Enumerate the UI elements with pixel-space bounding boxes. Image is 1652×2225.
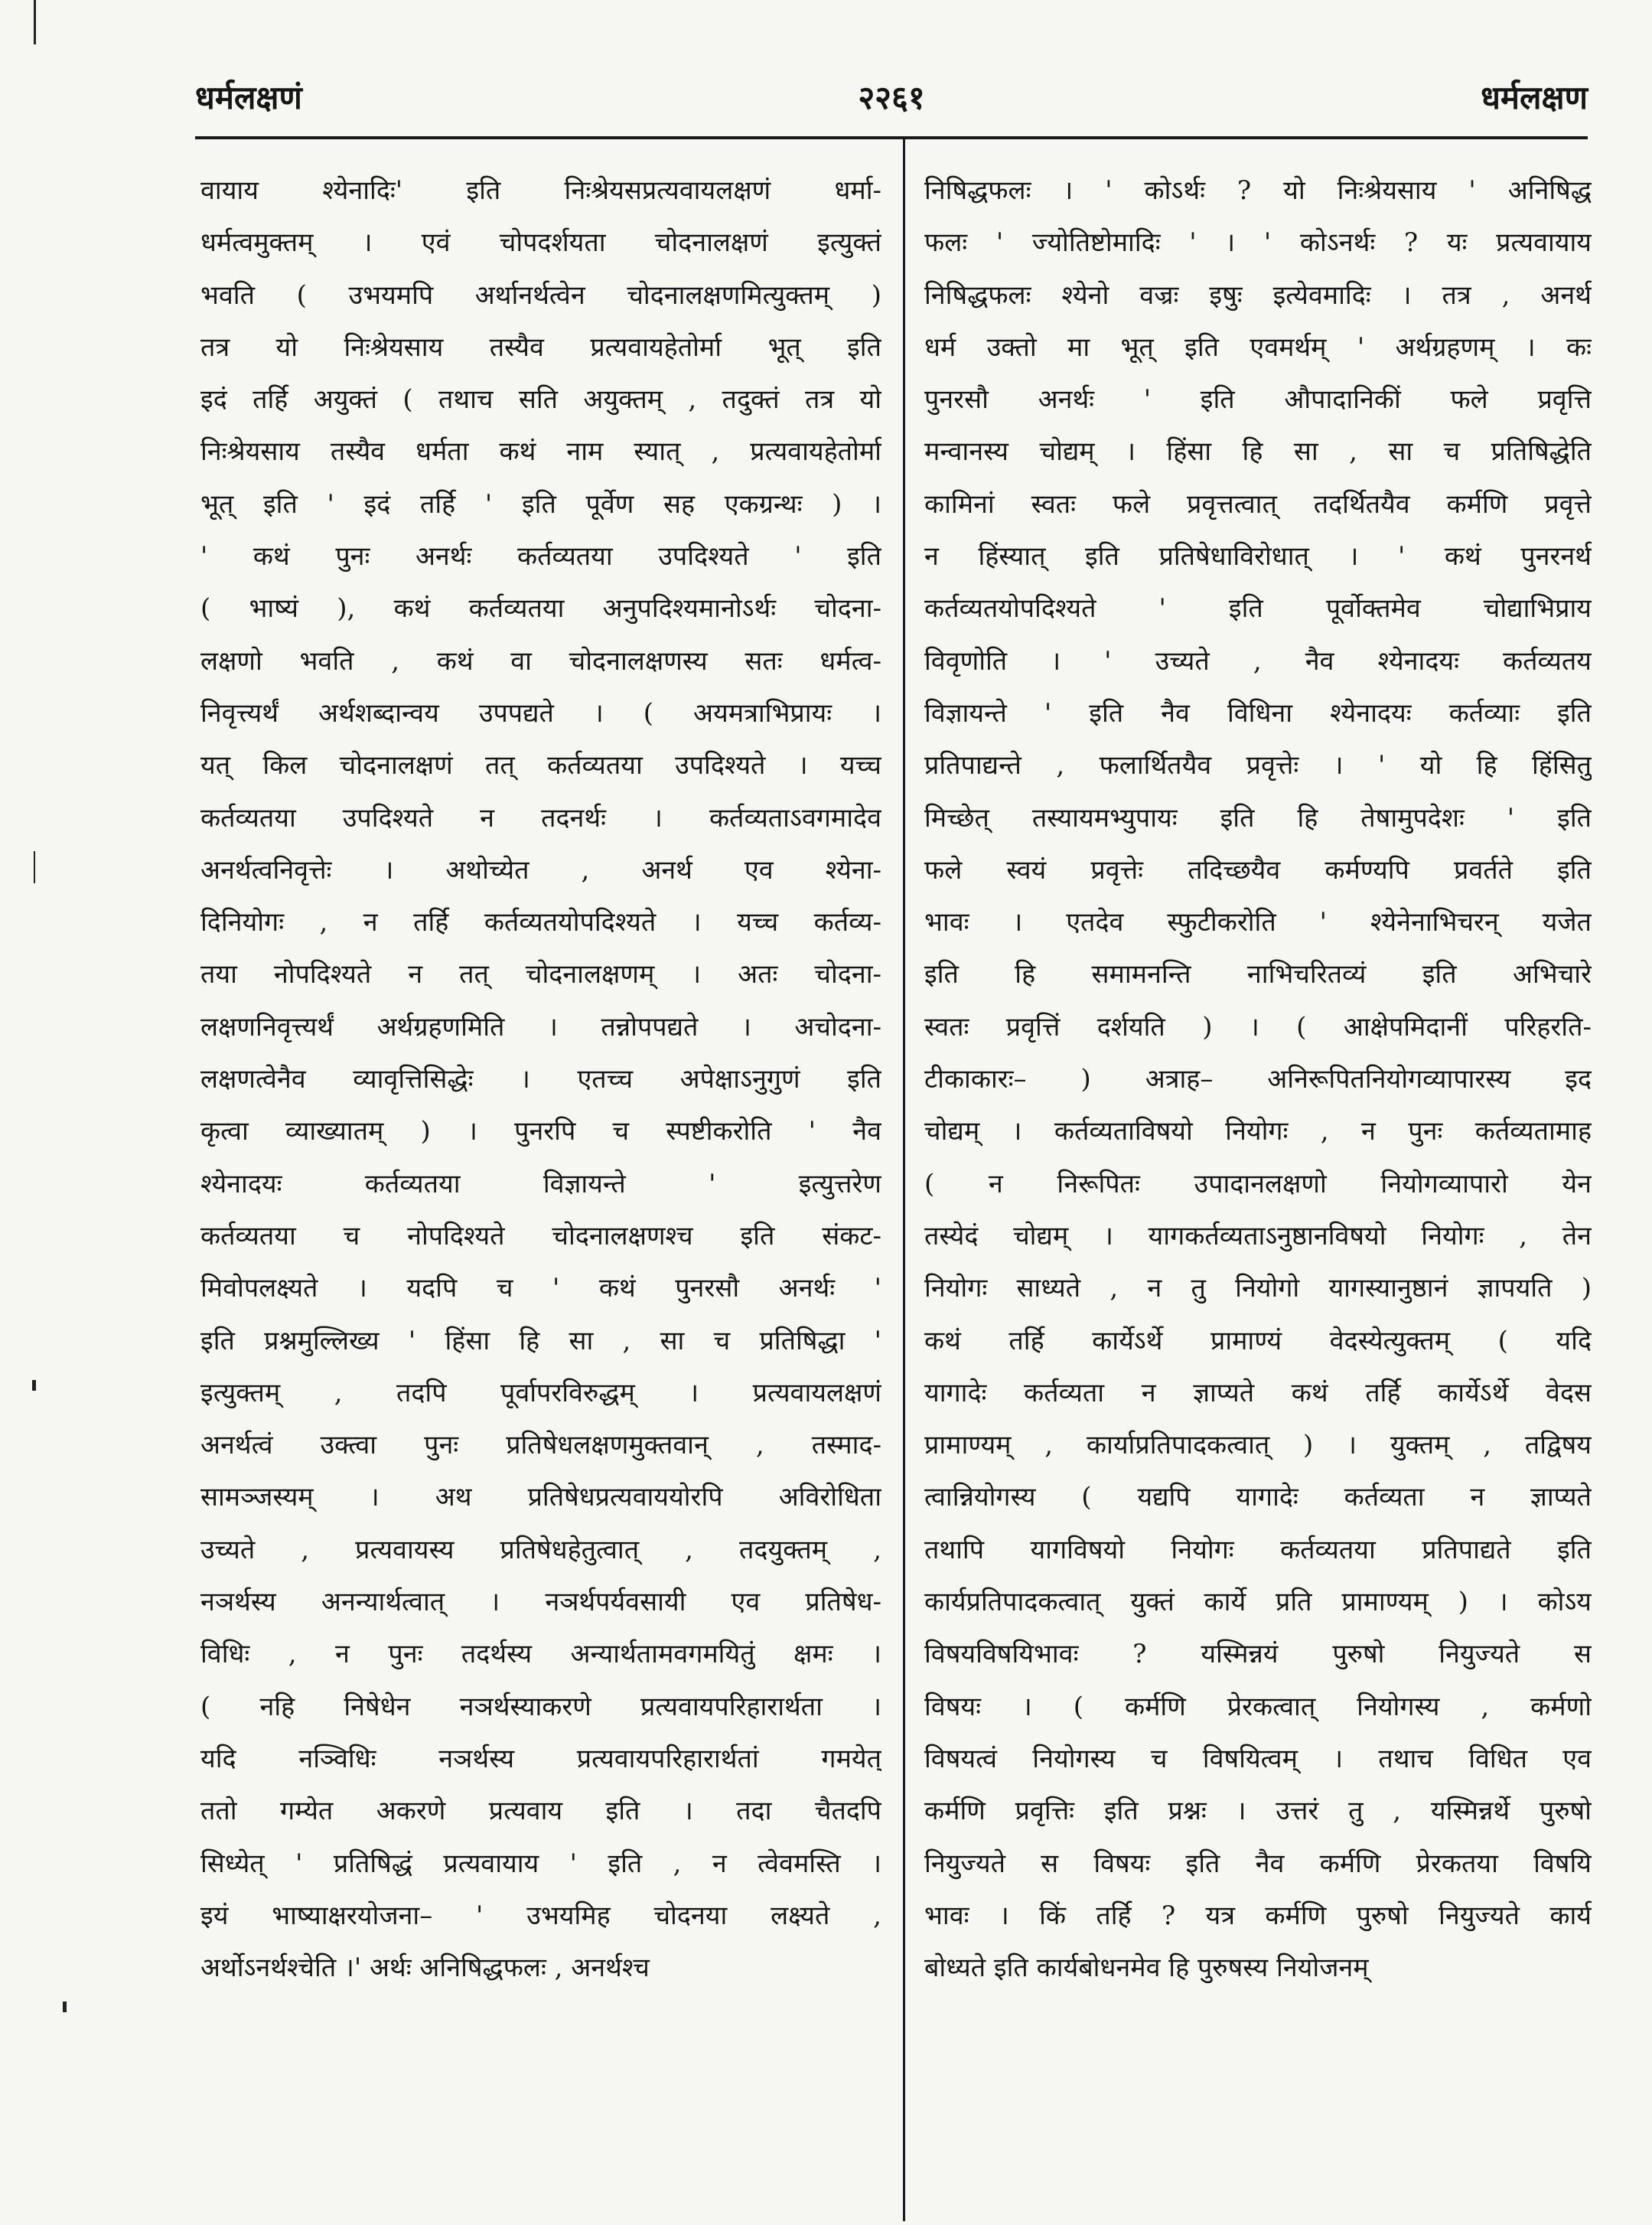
text-line: लक्षणो भवति , कथं वा चोदनालक्षणस्य सतः धर्मत्व- <box>200 645 881 677</box>
text-line: कामिनां स्वतः फले प्रवृत्तत्वात् तदर्थितयैव कर्मणि प्रवृत्ते <box>924 488 1592 520</box>
text-line: ततो गम्येत अकरणे प्रत्यवाय इति । तदा चैतदपि <box>200 1796 881 1827</box>
text-line: विषयः । ( कर्मणि प्रेरकत्वात् नियोगस्य , कर्मणो <box>924 1691 1592 1722</box>
text-line: कथं तर्हि कार्येऽर्थे प्रामाण्यं वेदस्येत्युक्तम् ( यदि <box>924 1325 1592 1356</box>
column-divider <box>903 139 905 2221</box>
text-line: मिच्छेत् तस्यायमभ्युपायः इति हि तेषामुपदेशः ' इति <box>924 802 1592 834</box>
text-line: यदि नञ्विधिः नञर्थस्य प्रत्यवायपरिहारार्थतां गमयेत् <box>200 1743 881 1774</box>
header-title-left: धर्मलक्षणं <box>195 79 302 116</box>
text-line: स्वतः प्रवृत्तिं दर्शयति ) । ( आक्षेपमिदानीं परिहरति- <box>924 1011 1592 1042</box>
text-line: नियोगः साध्यते , न तु नियोगो यागस्यानुष्ठानं ज्ञापयति ) <box>924 1273 1592 1304</box>
text-line: इयं भाष्याक्षरयोजना– ' उभयमिह चोदनया लक्ष्यते , <box>200 1900 881 1931</box>
text-line: तया नोपदिश्यते न तत् चोदनालक्षणम् । अतः चोदना- <box>200 959 881 990</box>
text-line: यागादेः कर्तव्यता न ज्ञाप्यते कथं तर्हि कार्येऽर्थे वेदस <box>924 1377 1592 1408</box>
page-number: २२६१ <box>858 79 925 116</box>
text-line: मन्वानस्य चोद्यम् । हिंसा हि सा , सा च प्रतिषिद्धेति <box>924 436 1592 468</box>
header-title-right: धर्मलक्षण <box>1481 79 1588 116</box>
header-rule <box>195 136 1588 139</box>
text-line: प्रामाण्यम् , कार्याप्रतिपादकत्वात् ) । युक्तम् , तद्विषय <box>924 1430 1592 1461</box>
text-line: निषिद्धफलः । ' कोऽर्थः ? यो निःश्रेयसाय ' अनिषिद्ध <box>924 175 1592 206</box>
text-line: न हिंस्यात् इति प्रतिषेधाविरोधात् । ' कथं पुनरनर्थ <box>924 541 1592 573</box>
text-line: ( न निरूपितः उपादानलक्षणो नियोगव्यापारो येन <box>924 1168 1592 1199</box>
text-line: अनर्थत्वनिवृत्तेः । अथोच्येत , अनर्थ एव श्येना- <box>200 854 881 886</box>
text-line: वायाय श्येनादिः' इति निःश्रेयसप्रत्यवायलक्षणं धर्मा- <box>200 175 881 206</box>
text-line: यत् किल चोदनालक्षणं तत् कर्तव्यतया उपदिश्यते । यच्च <box>200 750 881 781</box>
text-line: धर्मत्वमुक्तम् । एवं चोपदर्शयता चोदनालक्षणं इत्युक्तं <box>200 227 881 259</box>
text-line: निःश्रेयसाय तस्यैव धर्मता कथं नाम स्यात् , प्रत्यवायहेतोर्मा <box>200 436 881 468</box>
text-line: कर्तव्यतया च नोपदिश्यते चोदनालक्षणश्च इति संकट- <box>200 1220 881 1251</box>
text-line: इति हि समामनन्ति नाभिचरितव्यं इति अभिचारे <box>924 959 1592 990</box>
text-line: इत्युक्तम् , तदपि पूर्वापरविरुद्धम् । प्रत्यवायलक्षणं <box>200 1377 881 1408</box>
text-line: निषिद्धफलः श्येनो वज्रः इषुः इत्येवमादिः । तत्र , अनर्थ <box>924 279 1592 311</box>
margin-mark <box>34 0 36 44</box>
text-line: विषयविषयिभावः ? यस्मिन्नयं पुरुषो नियुज्यते स <box>924 1639 1592 1670</box>
right-column <box>924 165 1592 1994</box>
text-line: भावः । किं तर्हि ? यत्र कर्मणि पुरुषो नियुज्यते कार्य <box>924 1900 1592 1931</box>
text-line: कर्तव्यतया उपदिश्यते न तदनर्थः । कर्तव्यताऽवगमादेव <box>200 802 881 834</box>
text-line: विज्ञायन्ते ' इति नैव विधिना श्येनादयः कर्तव्याः इति <box>924 697 1592 729</box>
text-line: तस्येदं चोद्यम् । यागकर्तव्यताऽनुष्ठानविषयो नियोगः , तेन <box>924 1220 1592 1251</box>
text-line: फले स्वयं प्रवृत्तेः तदिच्छयैव कर्मण्यपि प्रवर्तते इति <box>924 854 1592 886</box>
text-line: फलः ' ज्योतिष्टोमादिः ' । ' कोऽनर्थः ? यः प्रत्यवायाय <box>924 227 1592 259</box>
text-line: इदं तर्हि अयुक्तं ( तथाच सति अयुक्तम् , तदुक्तं तत्र यो <box>200 384 881 416</box>
margin-mark <box>63 2002 67 2012</box>
margin-mark <box>34 851 35 883</box>
text-line: लक्षणनिवृत्त्यर्थं अर्थग्रहणमिति । तन्नोपपद्यते । अचोदना- <box>200 1011 881 1042</box>
text-line: निवृत्त्यर्थं अर्थशब्दान्वय उपपद्यते । ( अयमत्राभिप्रायः । <box>200 697 881 729</box>
text-line: कार्यप्रतिपादकत्वात् युक्तं कार्ये प्रति प्रामाण्यम् ) । कोऽय <box>924 1587 1592 1618</box>
text-line: नियुज्यते स विषयः इति नैव कर्मणि प्रेरकतया विषयि <box>924 1848 1592 1879</box>
text-line: सामञ्जस्यम् । अथ प्रतिषेधप्रत्यवाययोरपि अविरोधिता <box>200 1482 881 1513</box>
text-line: बोध्यते इति कार्यबोधनमेव हि पुरुषस्य नियोजनम् <box>924 1953 1369 1984</box>
text-line: विवृणोति । ' उच्यते , नैव श्येनादयः कर्तव्यतय <box>924 645 1592 677</box>
text-line: भूत् इति ' इदं तर्हि ' इति पूर्वेण सह एकग्रन्थः ) । <box>200 488 881 520</box>
text-line: उच्यते , प्रत्यवायस्य प्रतिषेधहेतुत्वात् , तदयुक्तम् , <box>200 1534 881 1565</box>
text-line: भवति ( उभयमपि अर्थानर्थत्वेन चोदनालक्षणमित्युक्तम् ) <box>200 279 881 311</box>
text-line: श्येनादयः कर्तव्यतया विज्ञायन्ते ' इत्युत्तरेण <box>200 1168 881 1199</box>
text-line: अनर्थत्वं उक्त्वा पुनः प्रतिषेधलक्षणमुक्तवान् , तस्माद- <box>200 1430 881 1461</box>
text-line: टीकाकारः– ) अत्राह– अनिरूपितनियोगव्यापारस्य इद <box>924 1064 1592 1095</box>
text-line: तत्र यो निःश्रेयसाय तस्यैव प्रत्यवायहेतोर्मा भूत् इति <box>200 331 881 363</box>
text-line: विधिः , न पुनः तदर्थस्य अन्यार्थतामवगमयितुं क्षमः । <box>200 1639 881 1670</box>
text-line: त्वान्नियोगस्य ( यद्यपि यागादेः कर्तव्यता न ज्ञाप्यते <box>924 1482 1592 1513</box>
text-line: अर्थोऽनर्थश्चेति ।' अर्थः अनिषिद्धफलः , अनर्थश्च <box>200 1953 650 1984</box>
text-line: पुनरसौ अनर्थः ' इति औपादानिकीं फले प्रवृत्ति <box>924 384 1592 416</box>
text-line: कृत्वा व्याख्यातम् ) । पुनरपि च स्पष्टीकरोति ' नैव <box>200 1116 881 1147</box>
text-line: ( नहि निषेधेन नञर्थस्याकरणे प्रत्यवायपरिहारार्थता । <box>200 1691 881 1722</box>
margin-mark <box>32 1380 36 1391</box>
text-line: ( भाष्यं ), कथं कर्तव्यतया अनुपदिश्यमानोऽर्थः चोदना- <box>200 593 881 625</box>
text-line: सिध्येत् ' प्रतिषिद्धं प्रत्यवायाय ' इति , न त्वेवमस्ति । <box>200 1848 881 1879</box>
left-column <box>200 165 881 1994</box>
text-line: दिनियोगः , न तर्हि कर्तव्यतयोपदिश्यते । यच्च कर्तव्य- <box>200 907 881 938</box>
text-line: विषयत्वं नियोगस्य च विषयित्वम् । तथाच विधित एव <box>924 1743 1592 1774</box>
text-line: ' कथं पुनः अनर्थः कर्तव्यतया उपदिश्यते ' इति <box>200 541 881 573</box>
text-line: चोद्यम् । कर्तव्यताविषयो नियोगः , न पुनः कर्तव्यतामाह <box>924 1116 1592 1147</box>
text-line: लक्षणत्वेनैव व्यावृत्तिसिद्धेः । एतच्च अपेक्षाऽनुगुणं इति <box>200 1064 881 1095</box>
text-line: कर्तव्यतयोपदिश्यते ' इति पूर्वोक्तमेव चोद्याभिप्राय <box>924 593 1592 625</box>
running-header <box>195 67 1588 129</box>
text-line: प्रतिपाद्यन्ते , फलार्थितयैव प्रवृत्तेः । ' यो हि हिंसितु <box>924 750 1592 781</box>
text-line: भावः । एतदेव स्फुटीकरोति ' श्येनेनाभिचरन् यजेत <box>924 907 1592 938</box>
text-line: इति प्रश्नमुल्लिख्य ' हिंसा हि सा , सा च प्रतिषिद्धा ' <box>200 1325 881 1356</box>
text-line: नञर्थस्य अनन्यार्थत्वात् । नञर्थपर्यवसायी एव प्रतिषेध- <box>200 1587 881 1618</box>
text-line: तथापि यागविषयो नियोगः कर्तव्यतया प्रतिपाद्यते इति <box>924 1534 1592 1565</box>
text-line: धर्म उक्तो मा भूत् इति एवमर्थम् ' अर्थग्रहणम् । कः <box>924 331 1592 363</box>
text-line: कर्मणि प्रवृत्तिः इति प्रश्नः । उत्तरं तु , यस्मिन्नर्थे पुरुषो <box>924 1796 1592 1827</box>
text-line: मिवोपलक्ष्यते । यदपि च ' कथं पुनरसौ अनर्थः ' <box>200 1273 881 1304</box>
